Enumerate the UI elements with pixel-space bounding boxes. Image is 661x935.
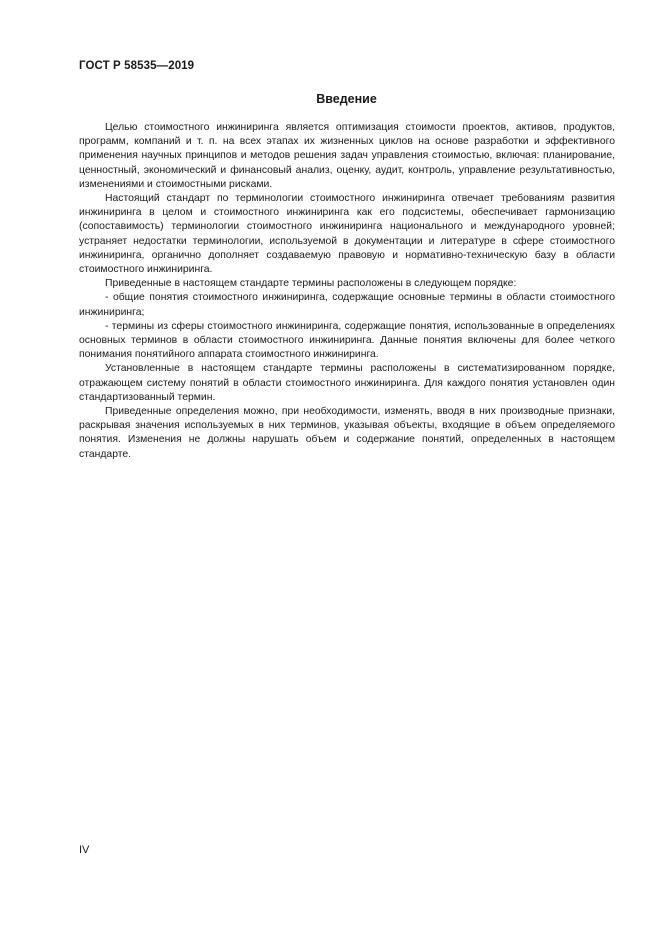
- paragraph-purpose: Целью стоимостного инжиниринга является оптимизация стоимости проектов, активов, продуктов, программ, компаний и т. п. на всех этапах их жизненных циклов на основе разработки и эффективного применения научных принципов и методов решения задач управления стоимостью, включая: планирование, ценностный, экономический и финансовый анализ, оценку, аудит, контроль, управление результативностью, изменениями и стоимостными рисками.: [79, 122, 615, 190]
- document-body: [79, 121, 615, 462]
- page-number: IV: [79, 844, 90, 856]
- paragraph-systematic-order: Установленные в настоящем стандарте термины расположены в систематизированном порядке, отражающем систему понятий в области стоимостного инжиниринга. Для каждого понятия установлен один стандартизованный термин.: [79, 363, 615, 403]
- paragraph-definitions: Приведенные определения можно, при необходимости, изменять, вводя в них производные признаки, раскрывая значения используемых в них терминов, указывая объекты, входящие в объем определяемого понятия. Изменения не должны нарушать объем и содержание понятий, определенных в настоящем стандарте.: [79, 406, 615, 460]
- standard-number: ГОСТ Р 58535—2019: [79, 60, 195, 72]
- paragraph-scope: Настоящий стандарт по терминологии стоимостного инжиниринга отвечает требованиям развития инжиниринга в целом и стоимостного инжиниринга как его подсистемы, обеспечивает гармонизацию (сопоставимость) терминологии стоимостного инжиниринга национального и международного уровней; устраняет недостатки терминологии, используемой в документации и литературе в сфере стоимостного инжиниринга, органично дополняет создаваемую правовую и нормативно-техническую базу в области стоимостного инжиниринга.: [79, 193, 615, 276]
- list-item-related-terms: - термины из сферы стоимостного инжиниринга, содержащие понятия, использованные в определениях основных терминов в области стоимостного инжиниринга. Данные понятия включены для более четкого понимания понятийного аппарата стоимостного инжиниринга.: [79, 320, 615, 361]
- list-item-general-concepts: - общие понятия стоимостного инжиниринга, содержащие основные термины в области стоимостного инжиниринга;: [79, 292, 615, 318]
- paragraph-order-intro: Приведенные в настоящем стандарте термины расположены в следующем порядке:: [105, 278, 517, 290]
- section-title: Введение: [316, 92, 377, 106]
